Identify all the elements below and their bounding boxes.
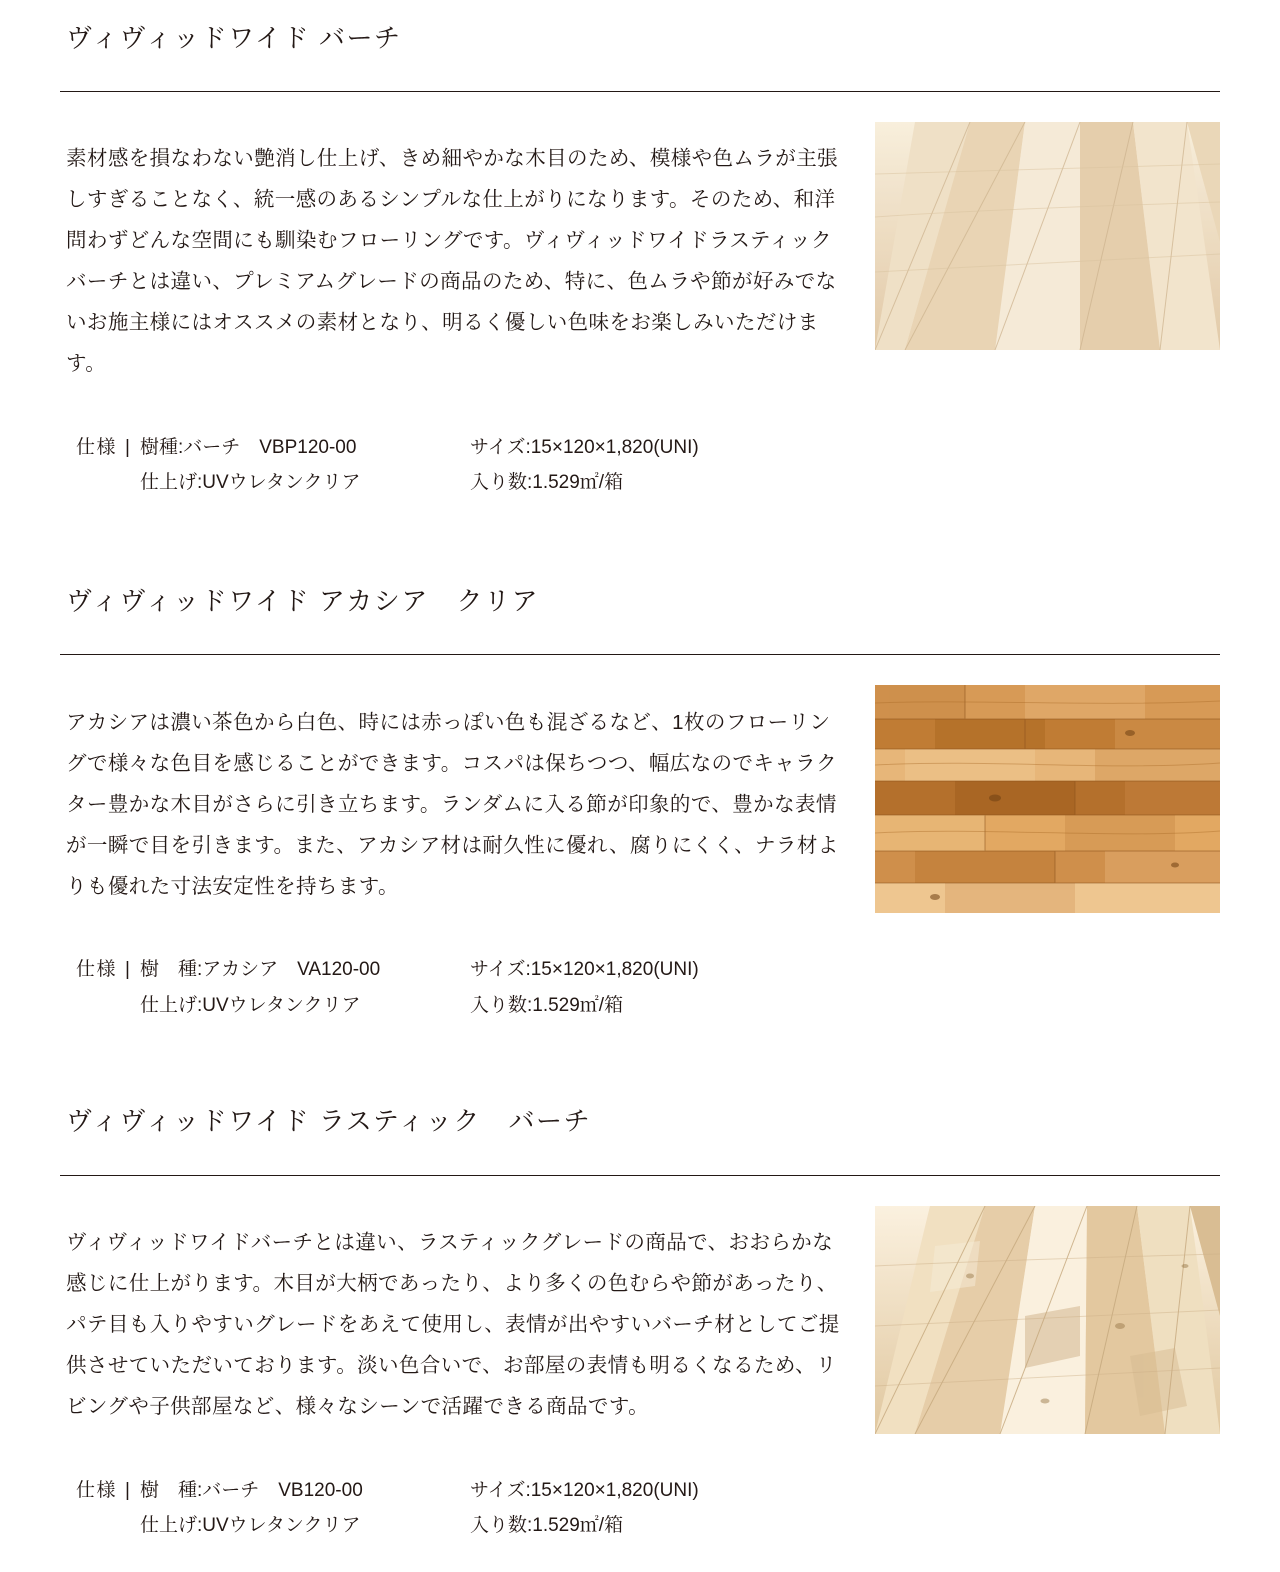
spec-divider: | [125,959,130,981]
spec-species: 樹 種:アカシア VA120-00 [139,959,381,981]
product-body [60,681,1220,927]
spec-block [60,953,1220,1022]
page-title: ヴィヴィッドワイド ラスティック バーチ [66,1106,592,1137]
spec-table [140,1474,699,1543]
product-description: ヴィヴィッドワイドバーチとは違い、ラスティックグレードの商品で、おおらかな感じに仕上がります。木目が大柄であったり、より多くの色むらや節があったり、パテ目も入りやすいグレードをあえて使用し、表情が出やすいバーチ材としてご提供させていただいております。淡い色合いで、お部屋の表情も明るくなるため、リビングや子供部屋など、様々なシーンで活躍できる商品です。 [66,1231,840,1419]
title-divider [60,1175,1220,1176]
rustic-birch-flooring-photo [875,1206,1220,1434]
spec-quantity: 入り数:1.529㎡/箱 [469,1515,624,1537]
acacia-flooring-photo [875,685,1220,913]
page-bottom-spacer [60,1542,1220,1572]
spec-label: 仕様 [76,959,118,981]
title-divider [60,654,1220,655]
birch-flooring-photo [875,122,1220,350]
spec-quantity: 入り数:1.529㎡/箱 [469,994,624,1016]
spec-table [140,431,699,500]
spec-size: サイズ:15×120×1,820(UNI) [469,1479,699,1501]
product-body [60,118,1220,405]
spec-size: サイズ:15×120×1,820(UNI) [469,436,699,458]
section-gap [60,1022,1220,1084]
spec-divider: | [125,436,130,458]
spec-species: 樹種:バーチ VBP120-00 [139,436,357,458]
page-title: ヴィヴィッドワイド バーチ [66,22,402,53]
spec-label: 仕様 [76,1479,118,1501]
spec-block [60,431,1220,500]
product-section-birch [60,22,1220,500]
product-description: アカシアは濃い茶色から白色、時には赤っぽい色も混ざるなど、1枚のフローリングで様々な色目を感じることができます。コスパは保ちつつ、幅広なのでキャラクター豊かな木目がさらに引き立ちます。ランダムに入る節が印象的で、豊かな表情が一瞬で目を引きます。また、アカシア材は耐久性に優れ、腐りにくく、ナラ材よりも優れた寸法安定性を持ちます。 [66,710,839,898]
title-divider [60,91,1220,92]
spec-quantity: 入り数:1.529㎡/箱 [469,472,624,494]
product-description: 素材感を損なわない艶消し仕上げ、きめ細やかな木目のため、模様や色ムラが主張しすぎることなく、統一感のあるシンプルな仕上がりになります。そのため、和洋問わずどんな空間にも馴染むフローリングです。ヴィヴィッドワイドラスティックバーチとは違い、プレミアムグレードの商品のため、特に、色ムラや節が好みでないお施主様にはオススメの素材となり、明るく優しい色味をお楽しみいただけます。 [66,147,839,376]
spec-finish: 仕上げ:UVウレタンクリア [139,472,361,494]
spec-label: 仕様 [76,436,118,458]
catalog-page [0,22,1280,1572]
spec-finish: 仕上げ:UVウレタンクリア [139,1515,361,1537]
product-body [60,1202,1220,1448]
spec-divider: | [125,1479,130,1501]
product-section-rustic-birch [60,1105,1220,1542]
spec-size: サイズ:15×120×1,820(UNI) [469,959,699,981]
spec-finish: 仕上げ:UVウレタンクリア [139,994,361,1016]
spec-species: 樹 種:バーチ VB120-00 [139,1479,363,1501]
product-section-acacia [60,585,1220,1022]
spec-table [140,953,699,1022]
section-gap [60,499,1220,563]
page-title: ヴィヴィッドワイド アカシア クリア [66,586,540,617]
spec-block [60,1474,1220,1543]
